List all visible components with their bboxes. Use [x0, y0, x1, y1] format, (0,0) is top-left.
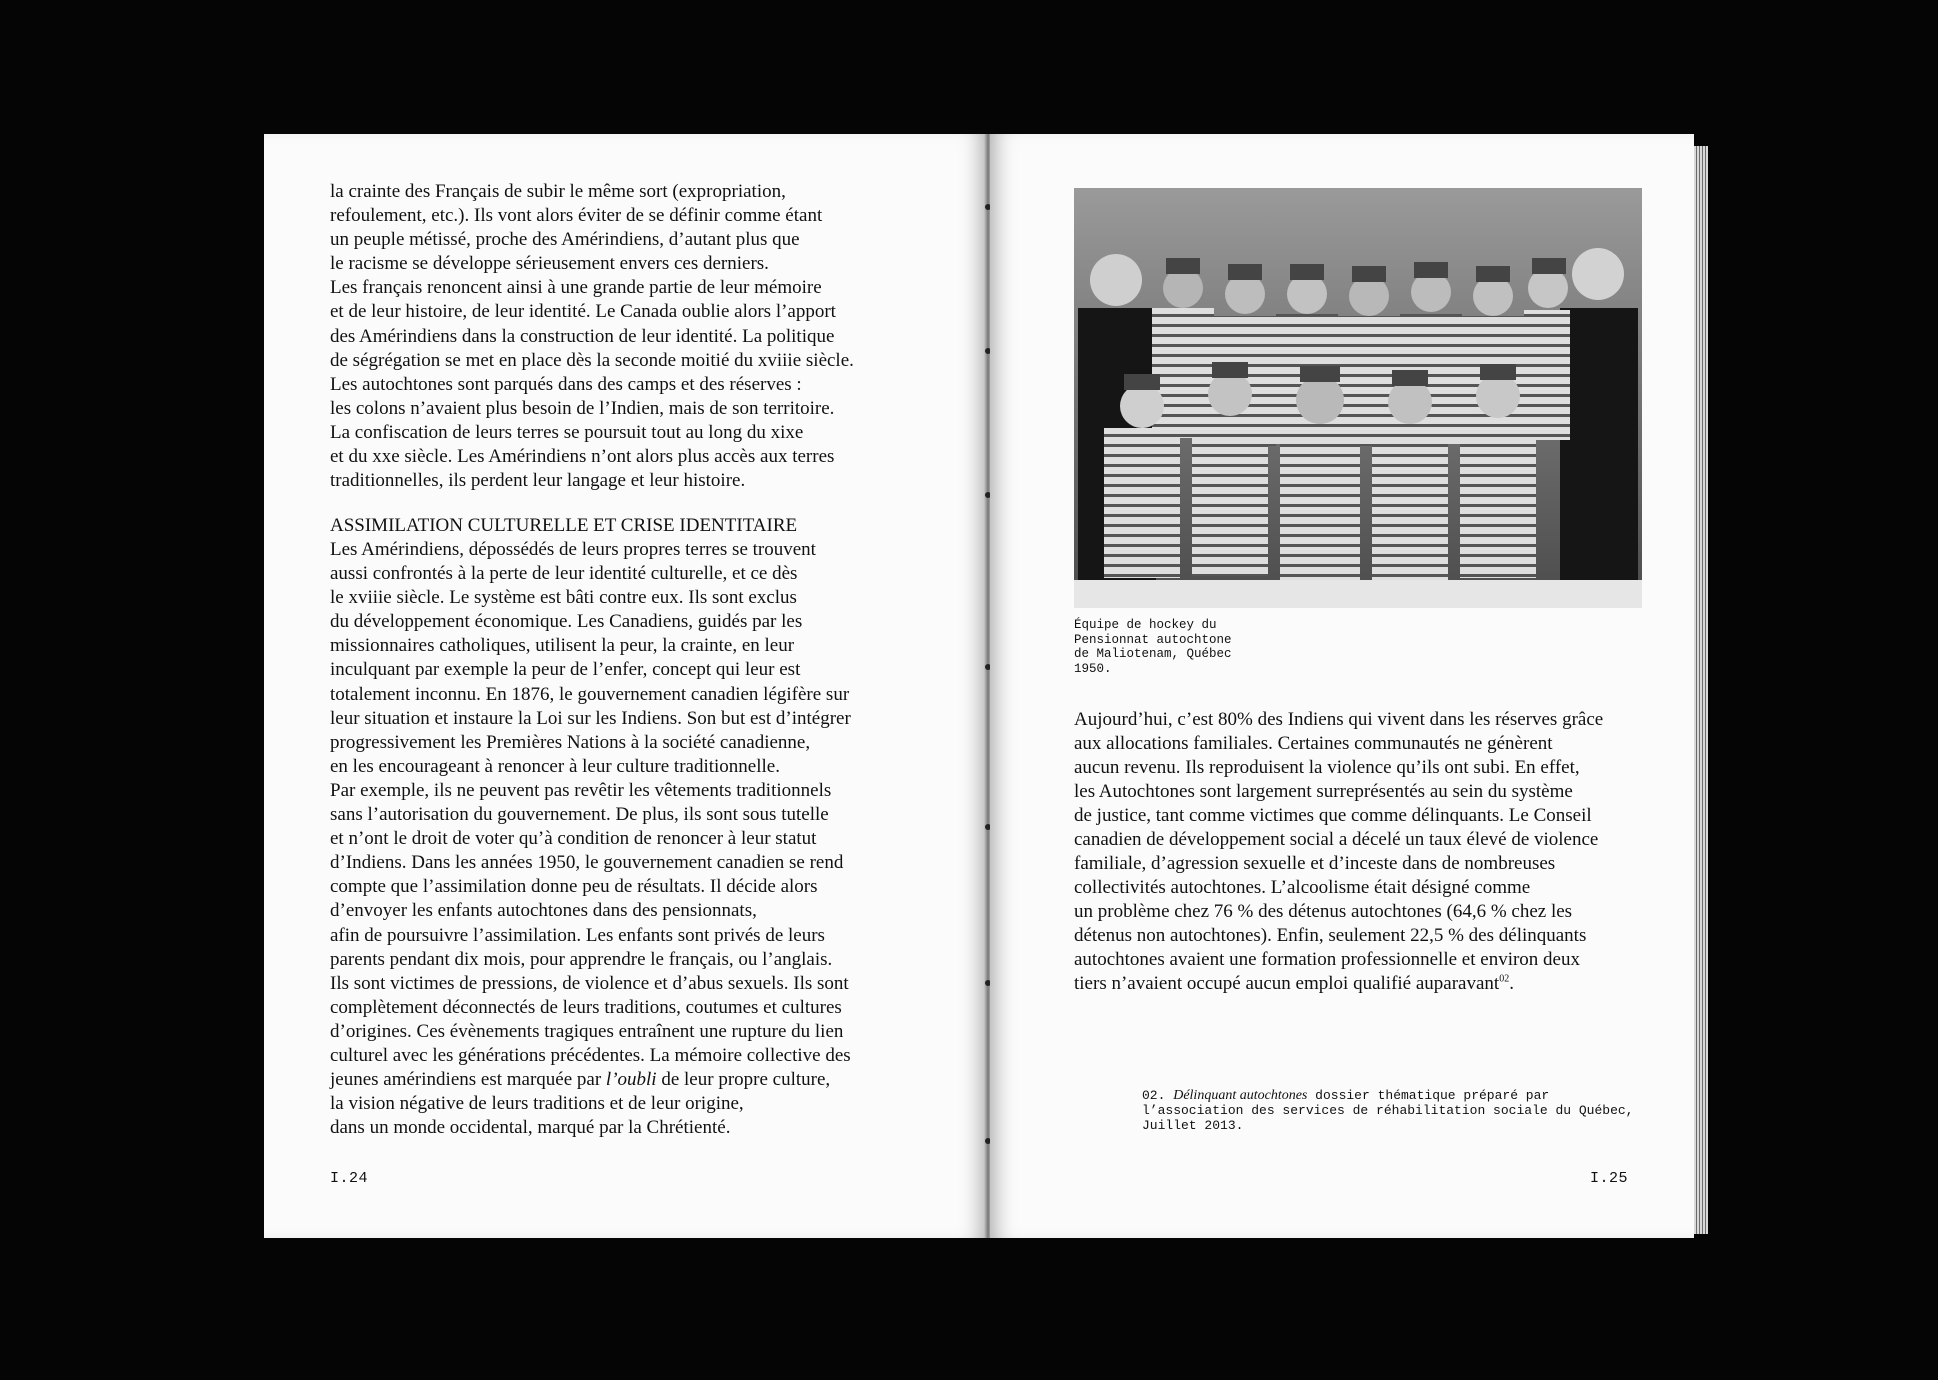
right-page: [990, 134, 1694, 1238]
left-paragraph-2-a: Les Amérindiens, dépossédés de leurs propres terres se trouvent aussi confrontés à la perte de leur identité culturelle, et ce dès le xviiie siècle. Le système est bâti contre eux. Ils sont exclus du développement économique. Les Canadiens, guidés par les missionnaires catholiques, utilisent la peur, la crainte, en leur inculquant par exemple la peur de l’enfer, concept qui leur est totalement inconnu. En 1876, le gouvernement canadien légifère sur leur situation et instaure la Loi sur les Indiens. Son but est d’intégrer progressivement les Premières Nations à la société canadienne, en les encourageant à renoncer à leur culture traditionnelle. Par exemple, ils ne peuvent pas revêtir les vêtements traditionnels sans l’autorisation du gouvernement. De plus, ils sont sous tutelle et n’ont le droit de voter qu’à condition de renoncer à leur statut d’Indiens. Dans les années 1950, le gouvernement canadien se rend compte que l’assimilation donne peu de résultats. Il décide alors d’envoyer les enfants autochtones dans des pensionnats, afin de poursuivre l’assimilation. Les enfants sont privés de leurs parents pendant dix mois, pour apprendre le français, ou l’anglais. Ils sont victimes de pressions, de violence et d’abus sexuels. Ils sont complètement déconnectés de leurs traditions, coutumes et cultures d’origines. Ces évènements tragiques entraînent une rupture du lien culturel avec les générations précédentes. La mémoire collective des jeunes amérindiens est marquée par: [330, 539, 851, 1091]
left-paragraph-2-italic: l’oubli: [605, 1069, 657, 1091]
footnote-text: dossier thématique préparé par l’association des services de réhabilitation sociale du Québec, Juillet 2013.: [1142, 1088, 1634, 1133]
right-paragraph: Aujourd’hui, c’est 80% des Indiens qui vivent dans les réserves grâce aux allocations familiales. Certaines communautés ne génèrent aucun revenu. Ils reproduisent la violence qu’ils ont subi. En effet, les Autochtones sont largement surreprésentés au sein du système de justice, tant comme victimes que comme délinquants. Le Conseil canadien de développement social a décelé un taux élevé de violence familiale, d’agression sexuelle et d’inceste dans de nombreuses collectivités autochtones. L’alcoolisme était désigné comme un problème chez 76 % des détenus autochtones (64,6 % chez les détenus non autochtones). Enfin, seulement 22,5 % des délinquants autochtones avaient une formation professionnelle et environ deux tiers n’avaient occupé aucun emploi qualifié auparavant$^{02}$.: [1074, 709, 1604, 994]
photo-illustration: [1074, 188, 1642, 608]
book-spread: [264, 134, 1708, 1238]
left-paragraph-1: la crainte des Français de subir le même sort (expropriation, refoulement, etc.). Ils vont alors éviter de se définir comme étant un peuple métissé, proche des Amérindiens, d’autant plus que le racisme se développe sérieusement envers ces derniers. Les français renoncent ainsi à une grande partie de leur mémoire et de leur histoire, de leur identité. Le Canada oublie alors l’apport des Amérindiens dans la construction de leur identité. La politique de ségrégation se met en place dès la seconde moitié du xviiie siècle. Les autochtones sont parqués dans des camps et des réserves : les colons n’avaient plus besoin de l’Indien, mais de son territoire. La confiscation de leurs terres se poursuit tout au long du xixe et du xxe siècle. Les Amérindiens n’ont alors plus accès aux terres traditionnelles, ils perdent leur langage et leur histoire.: [330, 181, 854, 492]
footnote-number: 02.: [1142, 1088, 1166, 1103]
footnote: [1142, 1088, 1642, 1133]
page-number-right: I.25: [1589, 1170, 1628, 1187]
footnote-title: Délinquant autochtones: [1173, 1088, 1308, 1103]
right-paragraph-text: Aujourd’hui, c’est 80% des Indiens qui vivent dans les réserves grâce aux allocations familiales. Certaines communautés ne génèrent aucun revenu. Ils reproduisent la violence qu’ils ont subi. En effet, les Autochtones sont largement surreprésentés au sein du système de justice, tant comme victimes que comme délinquants. Le Conseil canadien de développement social a décelé un taux élevé de violence familiale, d’agression sexuelle et d’inceste dans de nombreuses collectivités autochtones. L’alcoolisme était désigné comme un problème chez 76 % des détenus autochtones (64,6 % chez les détenus non autochtones). Enfin, seulement 22,5 % des délinquants autochtones avaient une formation professionnelle et environ deux tiers n’avaient occupé aucun emploi qualifié auparavant: [1074, 709, 1604, 994]
left-page: [264, 134, 986, 1238]
photo-caption: Équipe de hockey du Pensionnat autochtone de Maliotenam, Québec 1950.: [1074, 618, 1232, 676]
page-number-left: I.24: [330, 1170, 369, 1187]
page-edges: [1694, 146, 1708, 1234]
left-paragraph-2-b: de leur propre culture, la vision négative de leurs traditions et de leur origine, dans un monde occidental, marqué par la Chrétienté.: [330, 1069, 831, 1139]
section-heading: ASSIMILATION CULTURELLE ET CRISE IDENTITAIRE: [330, 515, 798, 536]
left-paragraph-2: [330, 538, 930, 1140]
hockey-team-photo: [1074, 188, 1642, 608]
footnote-reference: 02: [1499, 973, 1510, 985]
